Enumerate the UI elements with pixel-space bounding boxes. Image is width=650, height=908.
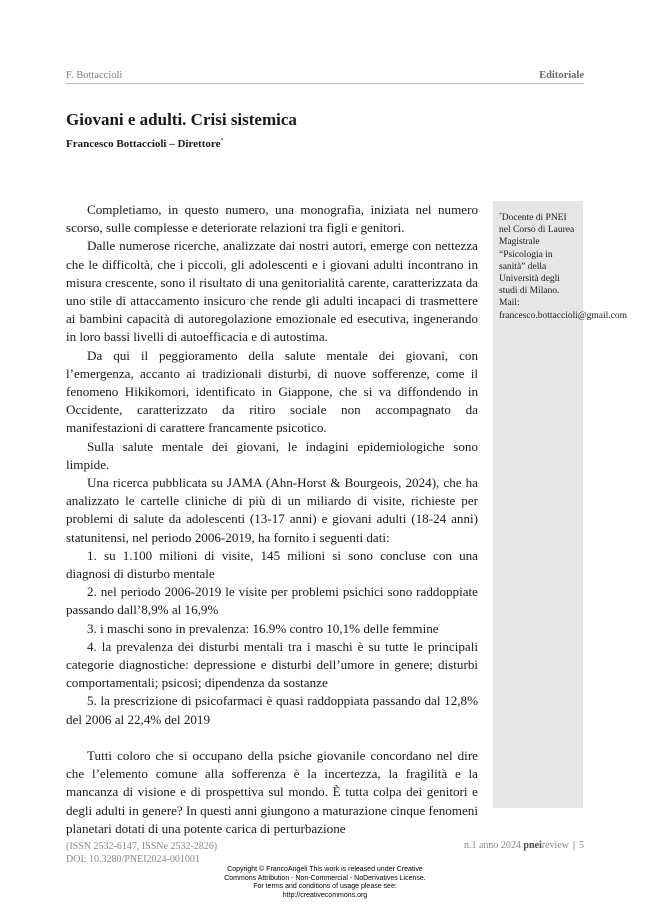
list-item: 4. la prevalenza dei disturbi mentali tra i maschi è su tutte le principali categorie diagnostiche: depressione e disturbi dell’umore in genere; disturbi comportamentali; psicosi; dipendenza da sostanze [66,638,478,691]
footer-journal [464,840,584,851]
author-name: Francesco Bottaccioli – Direttore [66,138,221,150]
list-item: 2. nel periodo 2006-2019 le visite per problemi psichici sono raddoppiate passando dall’8,9% al 16,9% [66,584,478,618]
running-header-section: Editoriale [539,70,584,81]
paragraph: Tutti coloro che si occupano della psiche giovanile concordano nel dire che l’elemento comune alla sofferenza è la incertezza, la fragilità e la mancanza di visione e di prospettiva sul mondo. È tutta colpa dei genitori e degli adulti in genere? In questi anni giungono a maturazione cinque fenomeni planetari dotati di una potente carica di perturbazione [66,747,478,836]
list-item: 5. la prescrizione di psicofarmaci è quasi raddoppiata passando dal 12,8% del 2006 al 22,4% del 2019 [66,693,478,727]
journal-name-bold: pnei [523,840,542,851]
header-divider [66,83,584,84]
note-text: Docente di PNEI nel Corso di Laurea Magistrale “Psicologia in sanità” della Università degli studi di Milano. Mail: francesco.bottaccioli@gmail.com [499,213,627,321]
footer-identifiers [66,840,217,866]
journal-name-rest: review [541,840,569,851]
paragraph: Una ricerca pubblicata su JAMA (Ahn-Horst & Bourgeois, 2024), che ha analizzato le cartelle cliniche di più di un miliardo di visite, richieste per problemi di salute da adolescenti (13-17 anni) e giovani adulti (18-24 anni) statunitensi, nel periodo 2006-2019, ha fornito i seguenti dati: [66,475,478,545]
copyright-line: Commons Attribution - Non-Commercial - NoDerivatives License. [224,874,426,882]
doi: DOI: 10.3280/PNEI2024-001001 [66,854,200,865]
author-affiliation-note [493,201,627,808]
article-author [66,138,223,150]
author-note-marker: * [220,138,224,144]
issue-label: n.1 anno 2024 [463,840,521,851]
paragraph: Completiamo, in questo numero, una monografia, iniziata nel numero scorso, sulle complesse e deteriorate relazioni tra figli e genitori. [66,202,478,236]
running-header-author: F. Bottaccioli [66,70,123,81]
paragraph: Sulla salute mentale dei giovani, le indagini epidemiologiche sono limpide. [66,438,478,472]
footer-separator: | [572,840,575,851]
page-number: 5 [579,840,584,851]
article-body [66,201,478,838]
note-marker: * [499,212,502,218]
issn: (ISSN 2532-6147, ISSNe 2532-2826) [66,841,218,852]
copyright-line: For terms and conditions of usage please see: [253,883,397,891]
article-title: Giovani e adulti. Crisi sistemica [66,110,297,129]
list-item: 1. su 1.100 milioni di visite, 145 milioni si sono concluse con una diagnosi di disturbo mentale [66,547,478,582]
copyright-line: Copyright © FrancoAngeli This work is released under Creative [227,866,423,873]
paragraph: Da qui il peggioramento della salute mentale dei giovani, con l’emergenza, accanto ai tradizionali disturbi, di nuove sofferenze, come il fenomeno Hikikomori, identificato in Giappone, che si va diffondendo in Occidente, caratterizzato da ritiro sociale non accompagnato da manifestazioni di carattere francamente psicotico. [66,347,478,436]
paragraph: Dalle numerose ricerche, analizzate dai nostri autori, emerge con nettezza che le difficoltà, che i piccoli, gli adolescenti e i giovani adulti incontrano in misura crescente, sono il risultato di una genitorialità carente, caratterizzata da uno stile di attaccamento insicuro che rende gli adulti incapaci di trasmettere ai bambini capacità di autoregolazione emozionale ed esecutiva, ingenerando in loro bassi livelli di autoefficacia e di autostima. [66,238,478,345]
copyright-link[interactable]: http://creativecommons.org [282,891,368,899]
copyright-notice [170,866,480,900]
list-item: 3. i maschi sono in prevalenza: 16.9% contro 10,1% delle femmine [87,620,439,636]
